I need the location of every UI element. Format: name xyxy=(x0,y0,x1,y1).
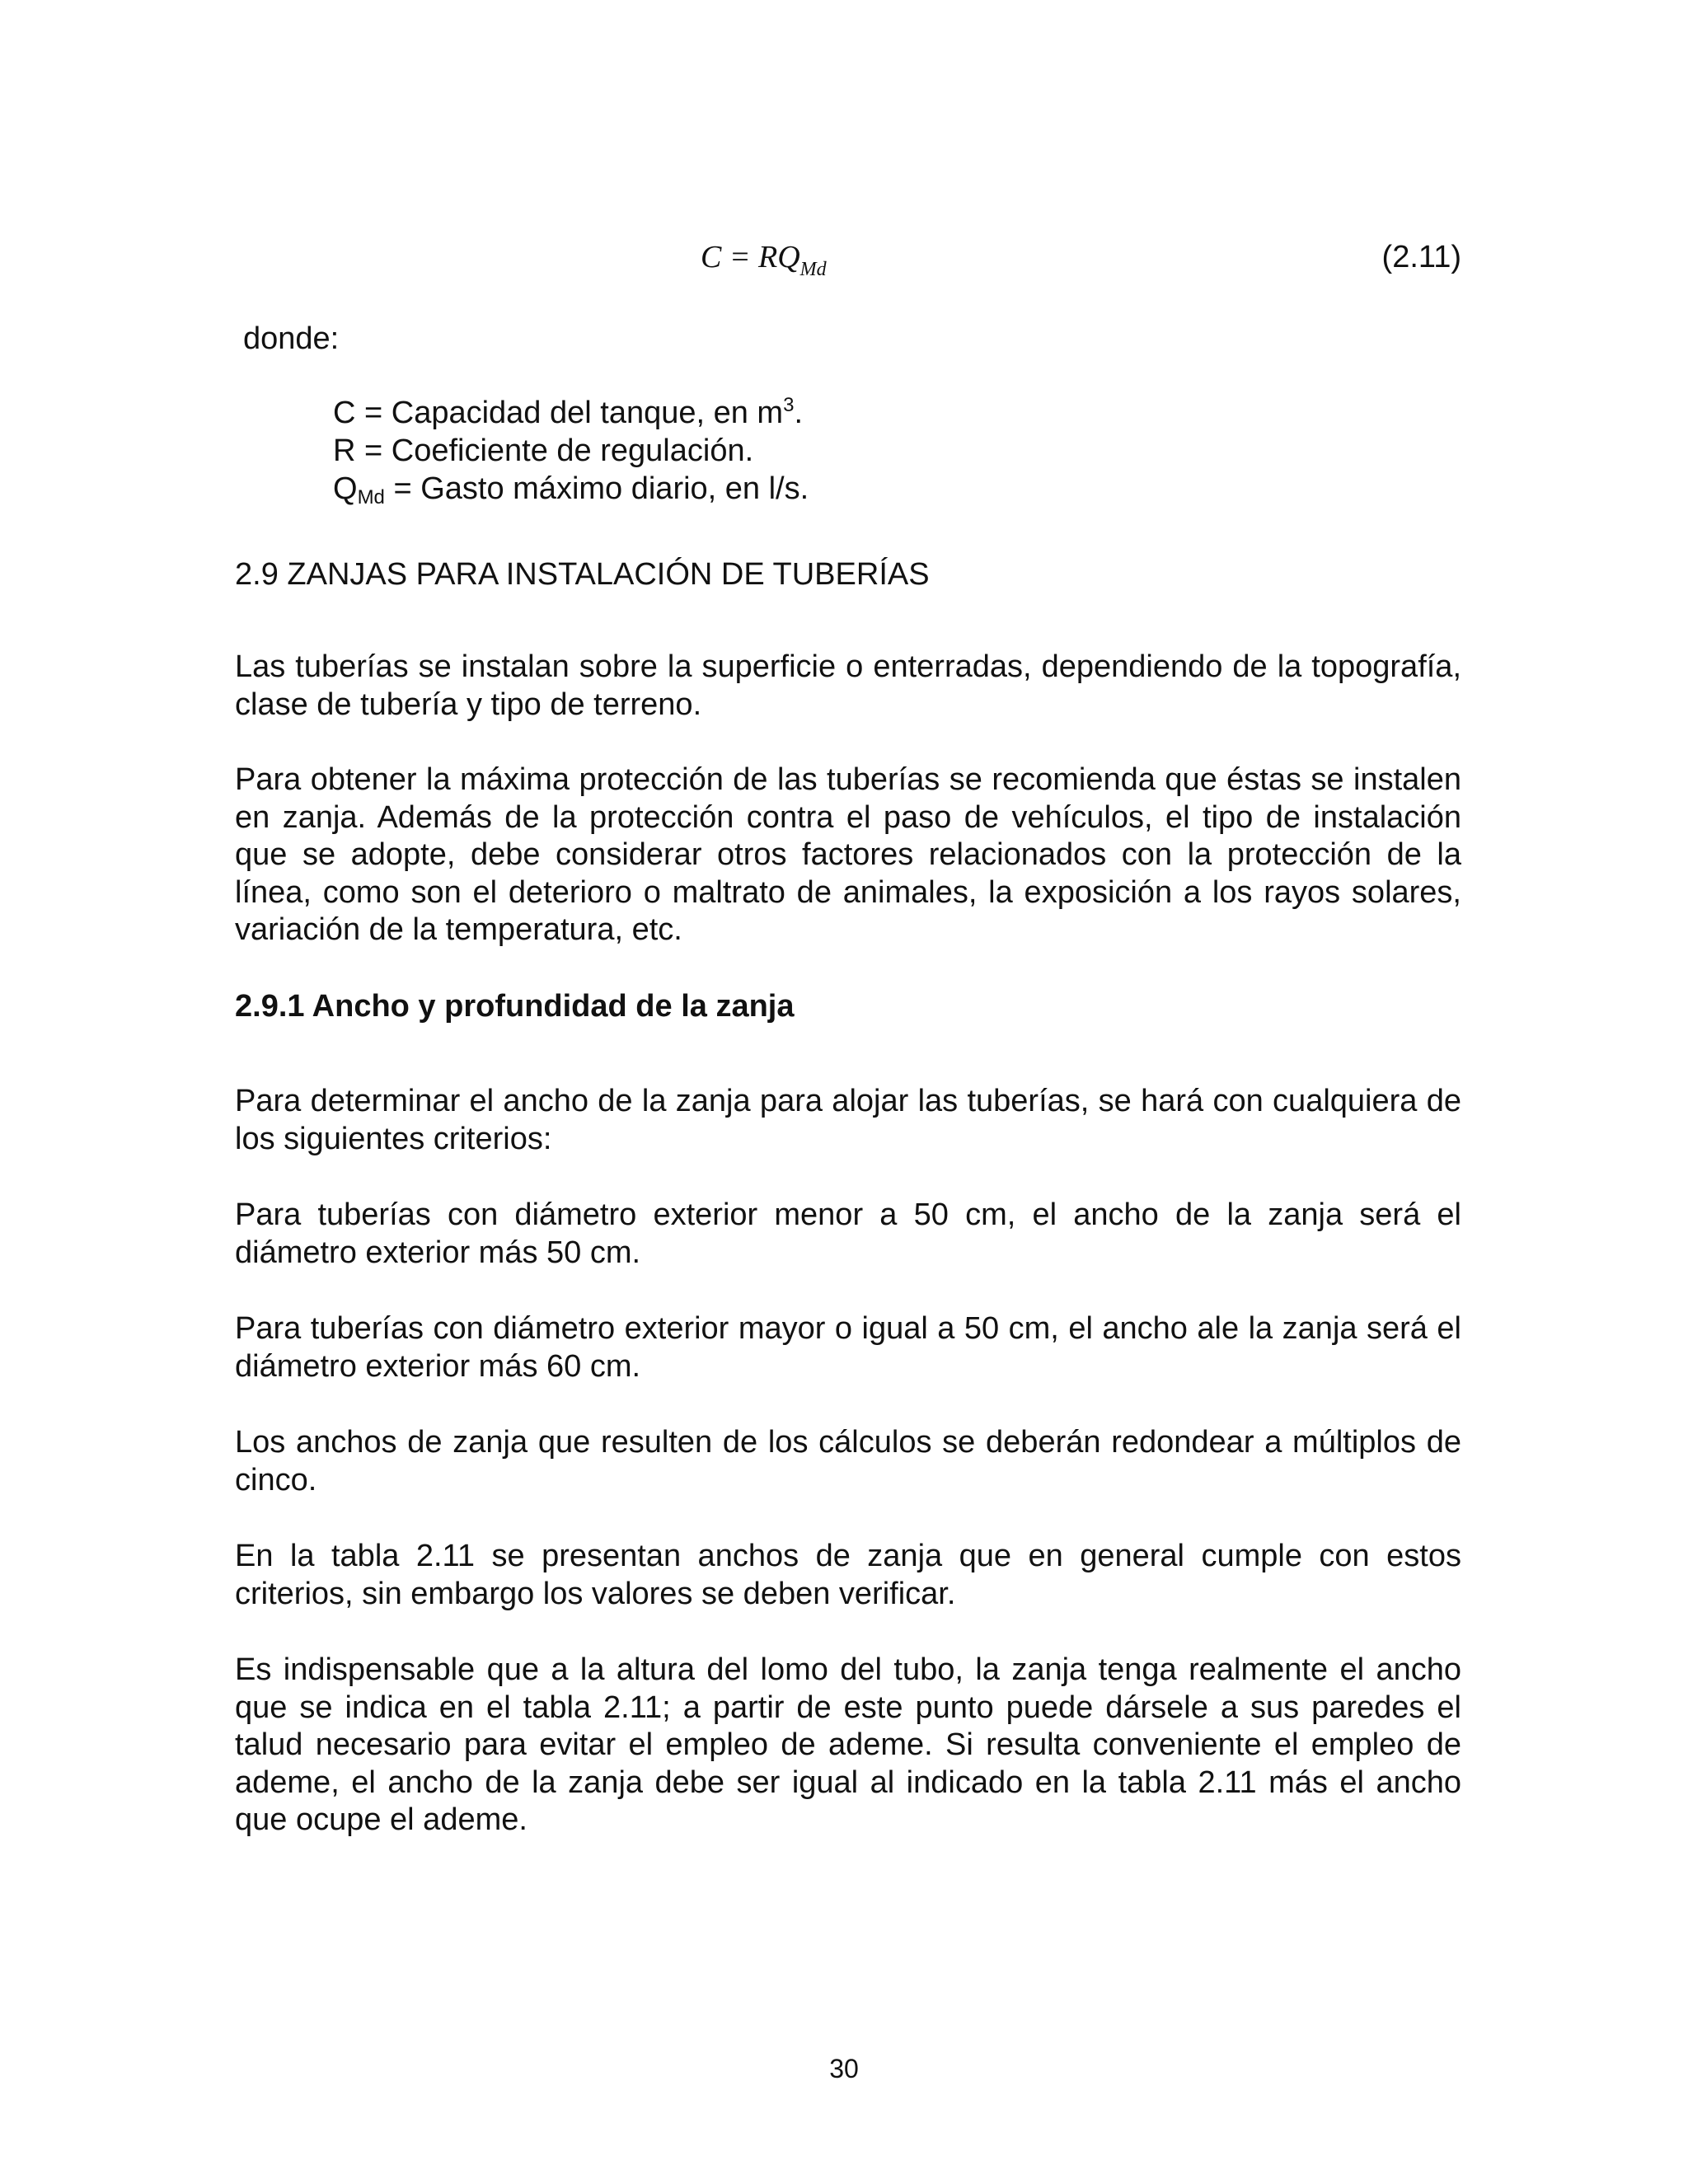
where-label: donde: xyxy=(243,321,340,356)
equation-rhs: RQ xyxy=(758,240,800,274)
definition-capacity-text: C = Capacidad del tanque, en m xyxy=(333,396,784,430)
paragraph-body-6: Es indispensable que a la altura del lomo del tubo, la zanja tenga realmente el ancho que se indica en el tabla 2.11; a partir de este punto puede dársele a sus paredes el talud necesario para evitar el empleo de ademe. Si resulta conveniente el empleo de ademe, el ancho de la zanja debe ser igual al indicado en la tabla 2.11 más el ancho que ocupe el ademe. xyxy=(235,1652,1461,1837)
definition-capacity-end: . xyxy=(794,396,804,430)
paragraph-body-1: Para determinar el ancho de la zanja para alojar las tuberías, se hará con cualquiera de los siguientes criterios: xyxy=(235,1084,1461,1156)
definition-flow-symbol: Q xyxy=(333,471,358,506)
paragraph-body-3: Para tuberías con diámetro exterior mayor o igual a 50 cm, el ancho ale la zanja será el diámetro exterior más 60 cm. xyxy=(235,1311,1461,1384)
equation-equals: = xyxy=(729,240,751,274)
definition-flow xyxy=(333,470,809,508)
paragraph-intro-1: Las tuberías se instalan sobre la superficie o enterradas, dependiendo de la topografía, clase de tubería y tipo de terreno. xyxy=(235,649,1461,722)
definition-flow-text: = Gasto máximo diario, en l/s. xyxy=(384,471,809,506)
equation-lhs: C xyxy=(701,240,722,274)
equation-number: (2.11) xyxy=(1381,240,1461,274)
definition-coefficient: R = Coeficiente de regulación. xyxy=(333,434,754,468)
equation-rhs-subscript: Md xyxy=(799,259,827,280)
paragraph-body-4: Los anchos de zanja que resulten de los cálculos se deberán redondear a múltiplos de cinco. xyxy=(235,1425,1461,1497)
definition-capacity-exponent: 3 xyxy=(783,394,795,416)
page-number: 30 xyxy=(829,2054,859,2083)
variable-definitions xyxy=(333,394,809,508)
paragraph-body-5: En la tabla 2.11 se presentan anchos de zanja que en general cumple con estos criterios, sin embargo los valores se deben verificar. xyxy=(235,1539,1461,1611)
definition-flow-subscript: Md xyxy=(357,486,385,509)
equation-row xyxy=(235,232,1461,282)
equation-formula xyxy=(701,232,827,294)
paragraph-intro-2: Para obtener la máxima protección de las tuberías se recomienda que éstas se instalen en zanja. Además de la protección contra el paso de vehículos, el tipo de instalación que se adopte, debe considerar otros factores relacionados con la protección de la línea, como son el deterioro o maltrato de animales, la exposición a los rayos solares, variación de la temperatura, etc. xyxy=(235,762,1461,947)
subsection-title: 2.9.1 Ancho y profundidad de la zanja xyxy=(235,989,795,1024)
paragraph-body-2: Para tuberías con diámetro exterior menor a 50 cm, el ancho de la zanja será el diámetro exterior más 50 cm. xyxy=(235,1197,1461,1270)
section-title: 2.9 ZANJAS PARA INSTALACIÓN DE TUBERÍAS xyxy=(235,557,930,592)
definition-capacity xyxy=(333,394,809,432)
